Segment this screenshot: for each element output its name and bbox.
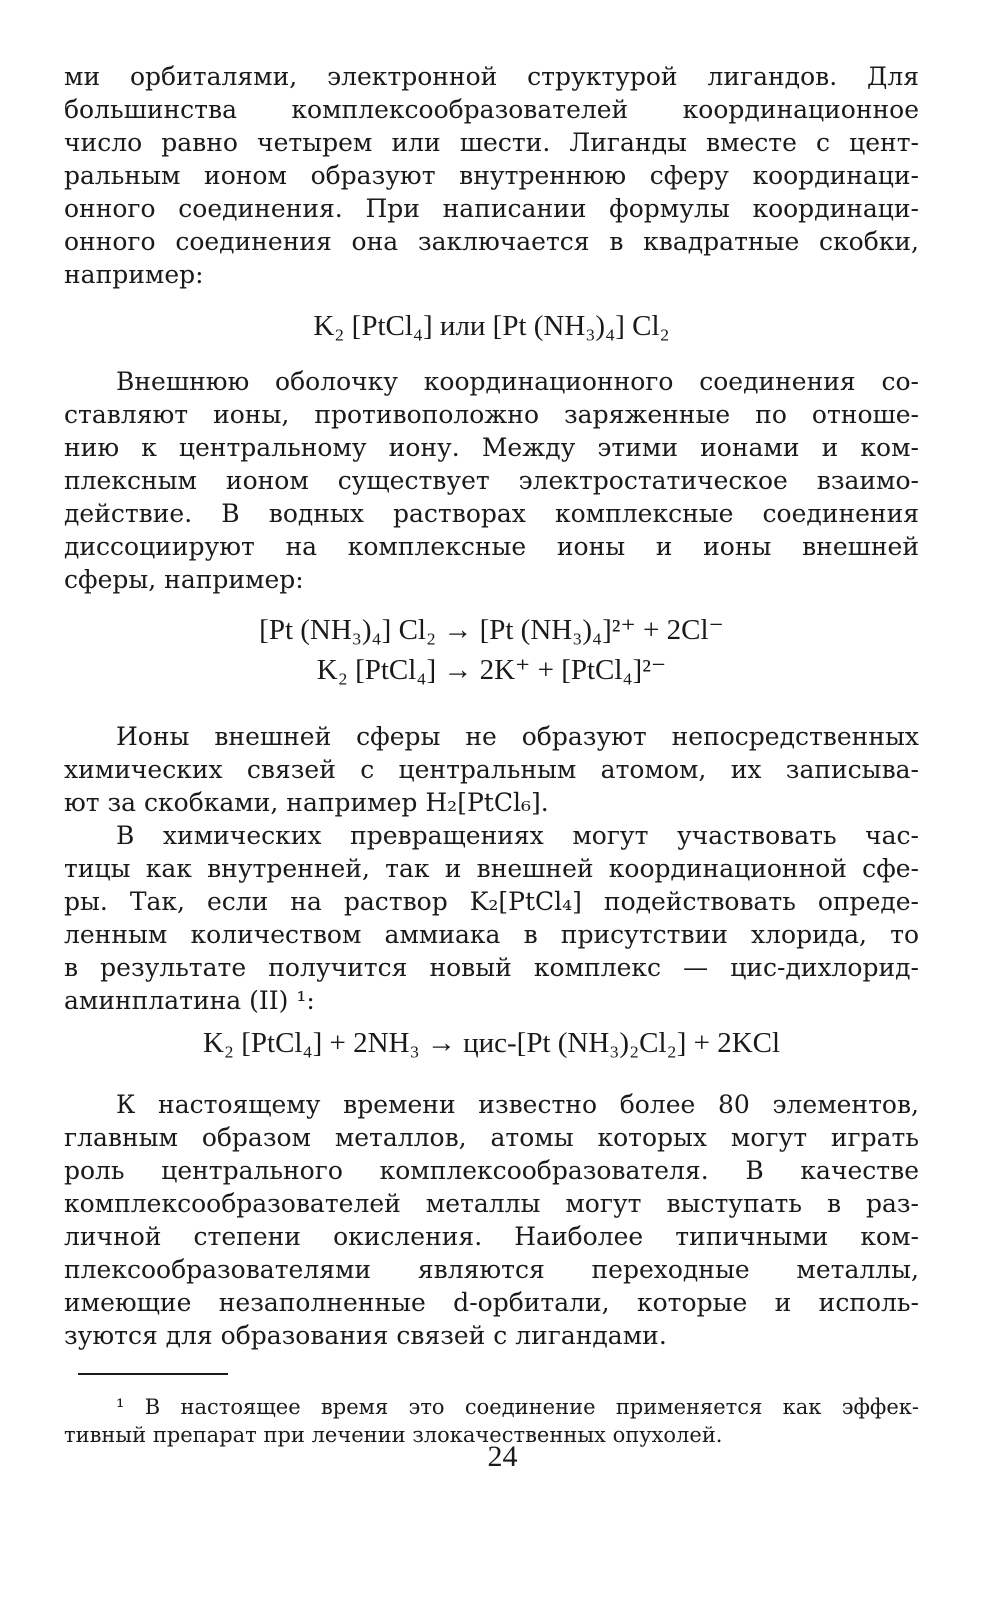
text-line: например: xyxy=(64,260,204,289)
text-line: зуются для образования связей с лигандами. xyxy=(64,1321,667,1350)
footnote-line: ¹ В настоящее время это соединение применяется как эффек- xyxy=(116,1395,919,1419)
formula-cisplatin-synthesis: K₂ [PtCl₄] + 2NH₃ → цис-[Pt (NH₃)₂Cl₂] + 2KCl xyxy=(202,1027,781,1059)
text-line: Ионы внешней сферы не образуют непосредственных xyxy=(116,722,919,751)
text-line: большинства комплексообразователей координационное xyxy=(64,95,919,124)
text-line: ставляют ионы, противоположно заряженные по отноше- xyxy=(64,400,919,429)
footnote-divider xyxy=(78,1373,228,1375)
formula-dissociation-1: [Pt (NH₃)₄] Cl₂ → [Pt (NH₃)₄]²⁺ + 2Cl⁻ xyxy=(259,614,724,646)
text-line: роль центрального комплексообразователя. В качестве xyxy=(64,1156,919,1185)
text-line: плексообразователями являются переходные металлы, xyxy=(64,1255,919,1284)
text-line: ми орбиталями, электронной структурой лигандов. Для xyxy=(64,62,919,91)
text-line: имеющие незаполненные d-орбитали, которые и исполь- xyxy=(64,1288,919,1317)
text-line: ют за скобками, например H₂[PtCl₆]. xyxy=(64,788,549,817)
text-line: ральным ионом образуют внутреннюю сферу координаци- xyxy=(64,161,919,190)
formula-dissociation-2: K₂ [PtCl₄] → 2K⁺ + [PtCl₄]²⁻ xyxy=(316,654,667,686)
formula-complex-examples: K₂ [PtCl₄] или [Pt (NH₃)₄] Cl₂ xyxy=(313,310,670,342)
text-line: онного соединения. При написании формулы координаци- xyxy=(64,194,919,223)
text-line: число равно четырем или шести. Лиганды вместе с цент- xyxy=(64,128,919,157)
text-line: комплексообразователей металлы могут выступать в раз- xyxy=(64,1189,919,1218)
text-line: главным образом металлов, атомы которых могут играть xyxy=(64,1123,919,1152)
text-line: химических связей с центральным атомом, их записыва- xyxy=(64,755,919,784)
text-line: ры. Так, если на раствор K₂[PtCl₄] подействовать опреде- xyxy=(64,887,919,916)
text-line: действие. В водных растворах комплексные соединения xyxy=(64,499,919,528)
text-line: личной степени окисления. Наиболее типичными ком- xyxy=(64,1222,919,1251)
text-line: К настоящему времени известно более 80 элементов, xyxy=(116,1090,919,1119)
text-line: Внешнюю оболочку координационного соединения со- xyxy=(116,367,919,396)
text-line: В химических превращениях могут участвовать час- xyxy=(116,821,919,850)
text-line: в результате получится новый комплекс — цис-дихлорид- xyxy=(64,953,919,982)
text-line: онного соединения она заключается в квадратные скобки, xyxy=(64,227,919,256)
text-line: нию к центральному иону. Между этими ионами и ком- xyxy=(64,433,919,462)
text-line: ленным количеством аммиака в присутствии хлорида, то xyxy=(64,920,919,949)
text-line: диссоциируют на комплексные ионы и ионы внешней xyxy=(64,532,919,561)
text-line: плексным ионом существует электростатическое взаимо- xyxy=(64,466,919,495)
footnote-line: тивный препарат при лечении злокачественных опухолей. xyxy=(64,1423,723,1447)
text-line: тицы как внутренней, так и внешней координационной сфе- xyxy=(64,854,919,883)
text-line: сферы, например: xyxy=(64,565,304,594)
page-number: 24 xyxy=(487,1440,518,1473)
text-line: аминплатина (II) ¹: xyxy=(64,986,315,1015)
